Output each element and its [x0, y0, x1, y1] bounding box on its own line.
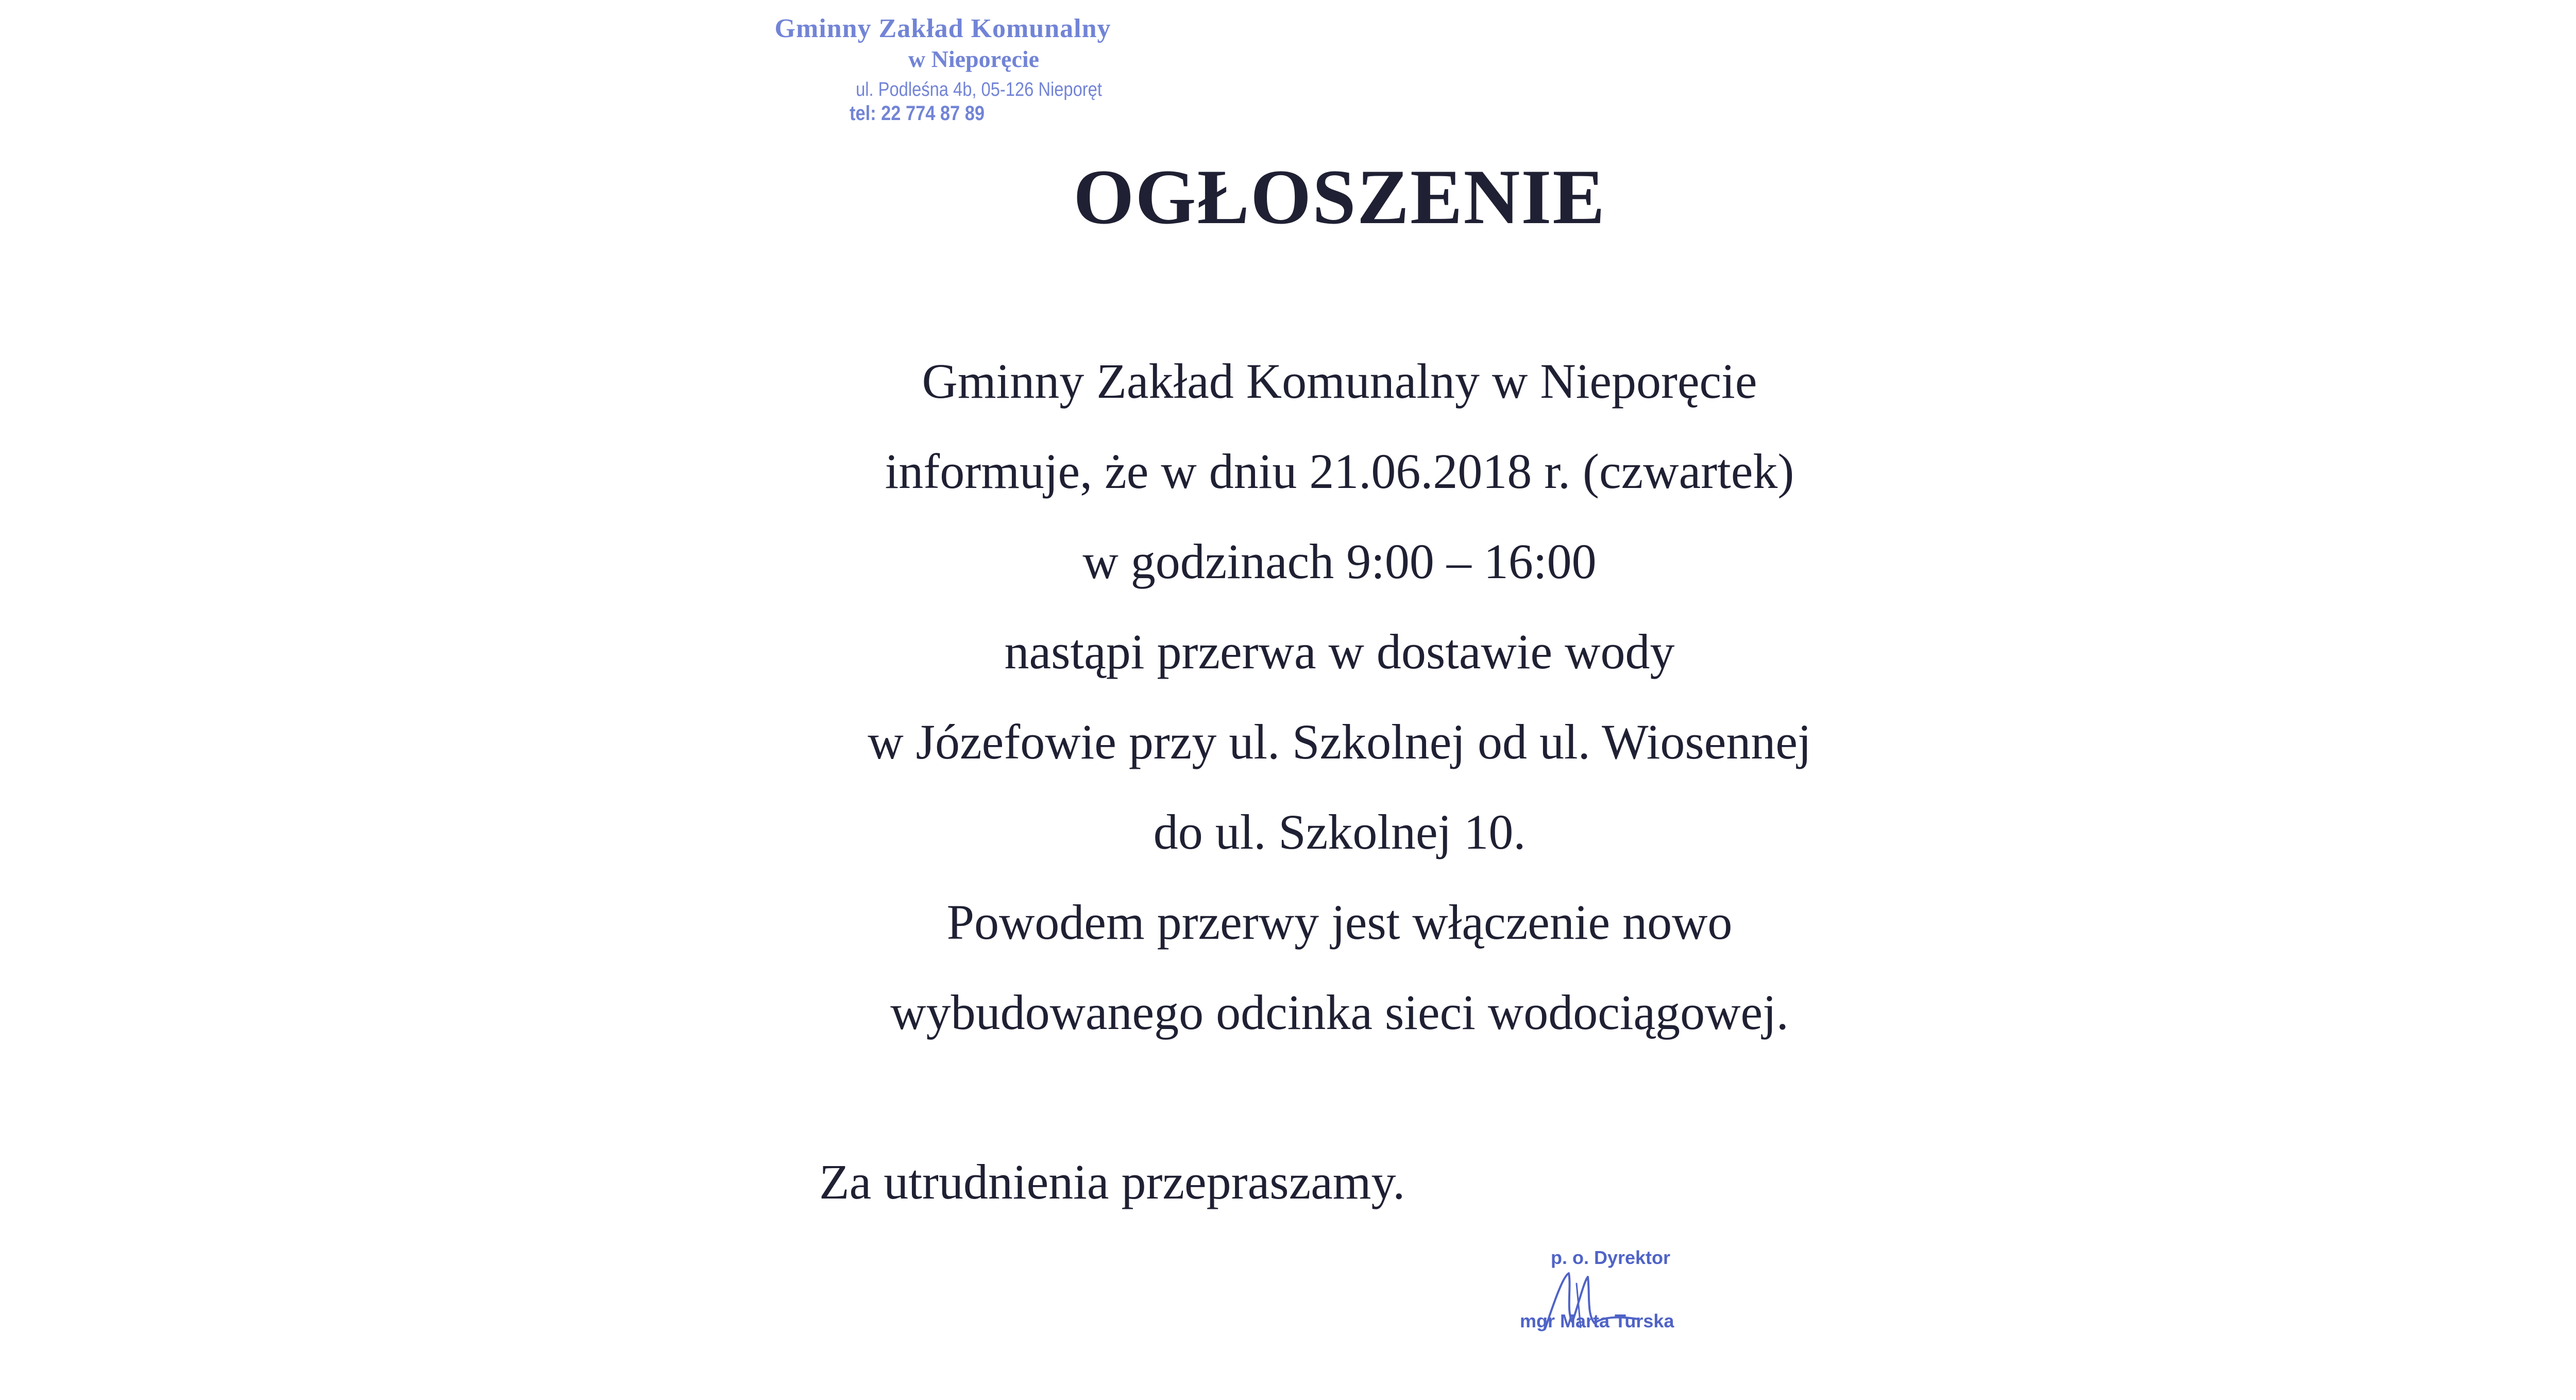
notice-line: informuje, że w dniu 21.06.2018 r. (czwartek): [885, 444, 1794, 499]
director-title: p. o. Dyrektor: [1551, 1247, 1671, 1268]
notice-line: w godzinach 9:00 – 16:00: [1082, 534, 1597, 589]
director-stamp: [1520, 1247, 1736, 1350]
notice-line: w Józefowie przy ul. Szkolnej od ul. Wiosennej: [868, 714, 1811, 769]
stamp-address: ul. Podleśna 4b, 05-126 Nieporęt: [856, 79, 1102, 100]
stamp-company-name: Gminny Zakład Komunalny: [774, 14, 1111, 43]
notice-line: Gminny Zakład Komunalny w Nieporęcie: [922, 353, 1757, 409]
notice-body: [0, 336, 2576, 1057]
company-stamp: [711, 9, 1175, 138]
stamp-location: w Nieporęcie: [908, 46, 1040, 72]
notice-line: do ul. Szkolnej 10.: [1153, 804, 1526, 859]
notice-line: Powodem przerwy jest włączenie nowo: [946, 895, 1733, 950]
notice-line: nastąpi przerwa w dostawie wody: [1004, 624, 1675, 679]
stamp-phone: tel: 22 774 87 89: [849, 102, 985, 125]
closing-apology: Za utrudnienia przepraszamy.: [819, 1154, 1405, 1209]
director-name: mgr Marta Turska: [1520, 1310, 1674, 1331]
notice-title: OGŁOSZENIE: [1073, 154, 1606, 240]
notice-line: wybudowanego odcinka sieci wodociągowej.: [890, 985, 1789, 1040]
